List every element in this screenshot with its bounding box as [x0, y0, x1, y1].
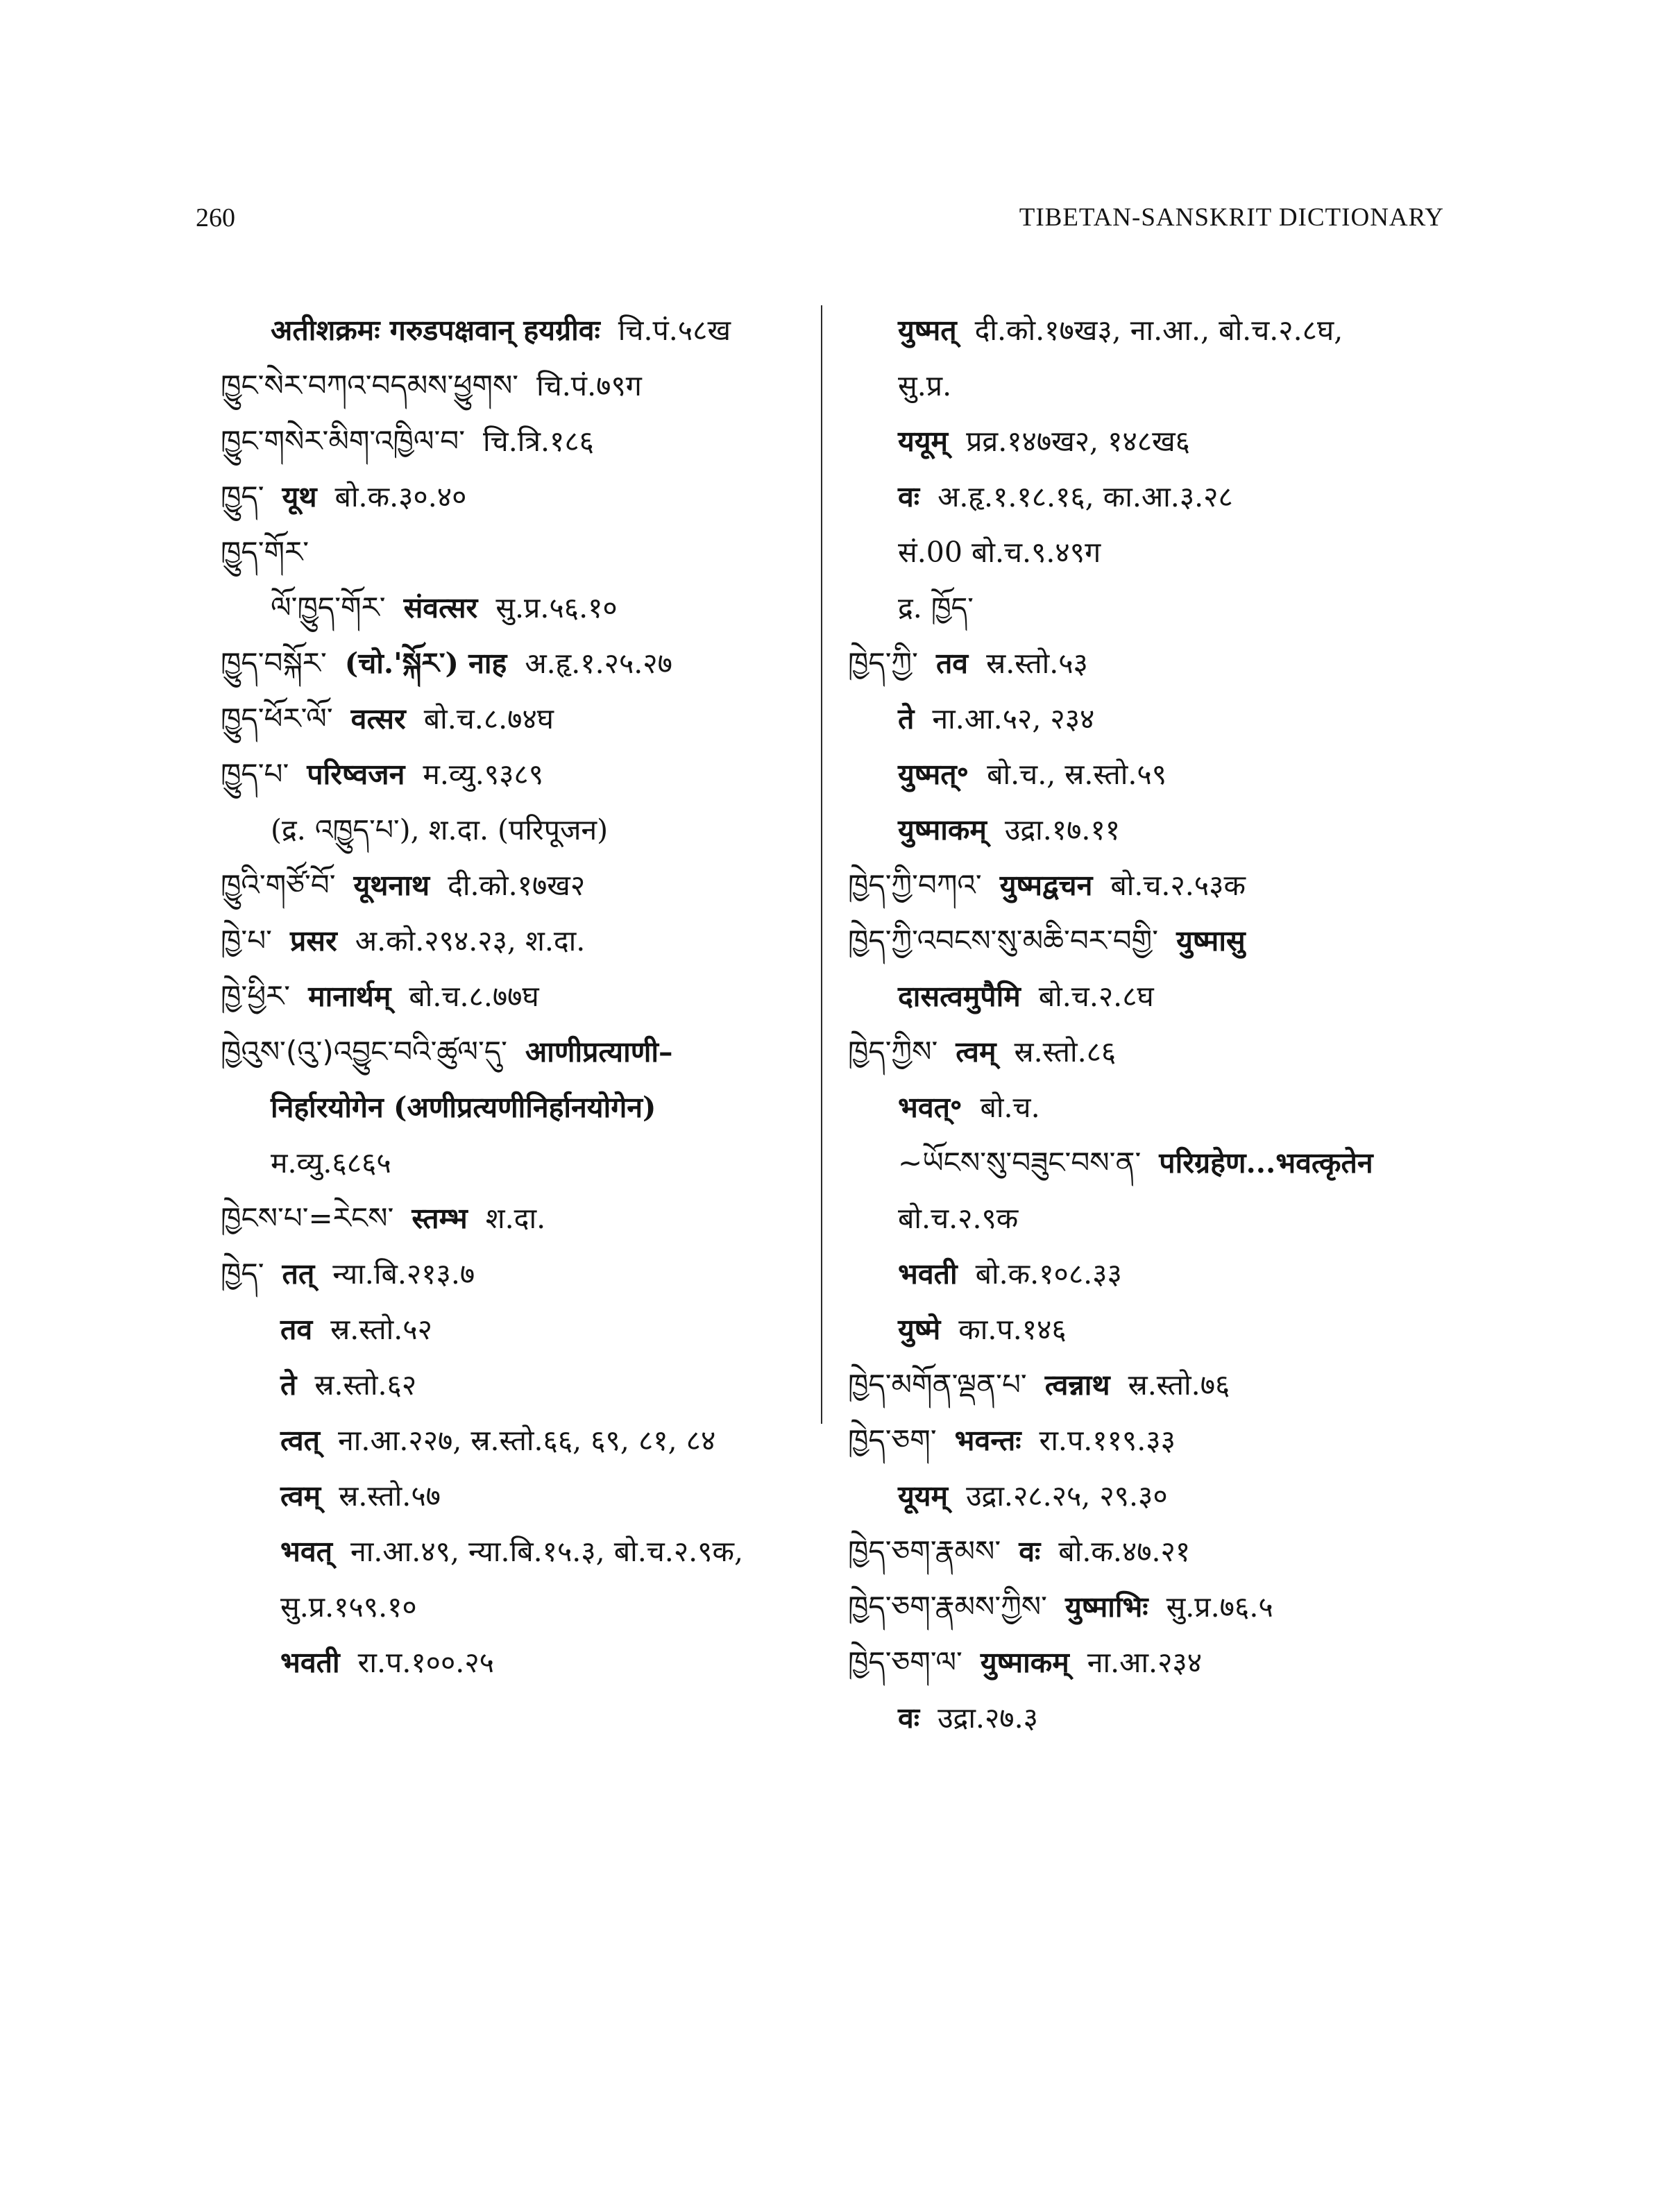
sanskrit-equivalent: युष्मद्वचन: [999, 869, 1093, 902]
source-reference: सु.प्र.१५९.१०: [280, 1590, 417, 1624]
tibetan-headword: ཁྱུད་པ་: [221, 757, 289, 791]
source-reference: न्या.बि.२१३.७: [332, 1257, 475, 1291]
dictionary-entry: [221, 303, 824, 358]
dictionary-entry: [221, 580, 824, 636]
tibetan-headword: ཁྱེད་ཀྱི་འབངས་སུ་མཆི་བར་བགྱི་: [848, 924, 1159, 958]
dictionary-entry: [848, 1468, 1445, 1524]
dictionary-entry: [848, 1024, 1445, 1080]
sanskrit-equivalent: भवन्तः: [954, 1424, 1021, 1457]
dictionary-entry: [221, 636, 824, 691]
source-reference: सु.प्र.: [898, 369, 952, 402]
dictionary-entry: [221, 802, 824, 858]
source-reference: बो.च.८.७४घ: [423, 702, 554, 735]
source-reference: चि.त्रि.१८६: [483, 425, 594, 458]
tibetan-headword: ལོ་ཁྱུད་གོར་: [271, 590, 386, 624]
sanskrit-equivalent: परिष्वजन: [307, 758, 405, 791]
dictionary-entry: [848, 1191, 1445, 1246]
source-reference: अ.हृ.१.२५.२७: [525, 647, 672, 680]
sanskrit-equivalent: परिग्रहेण...भवत्कृतेन: [1159, 1146, 1373, 1180]
sanskrit-equivalent: युष्मत्: [898, 314, 957, 347]
sanskrit-equivalent: युष्मत्॰: [898, 758, 969, 791]
tibetan-headword: ཁྱེད་ཀྱི་བཀའ་: [848, 868, 982, 902]
source-reference: रा.प.११९.३३: [1039, 1424, 1176, 1457]
sanskrit-equivalent: ते: [280, 1368, 297, 1402]
dictionary-entry: [221, 525, 824, 580]
tibetan-headword: ཁྱེད་ཀྱི་: [848, 646, 918, 680]
source-reference: रा.प.१००.२५: [357, 1646, 494, 1679]
source-reference: स्र.स्तो.५२: [330, 1313, 432, 1346]
source-reference: स्र.स्तो.८६: [1014, 1035, 1117, 1069]
sanskrit-equivalent: (चो.'སྐོར་) नाह: [344, 647, 507, 680]
source-reference: चि.पं.५८ख: [618, 314, 731, 347]
sanskrit-equivalent: वः: [1019, 1535, 1041, 1568]
dictionary-entry: [848, 1524, 1445, 1579]
source-reference: म.व्यु.६८६५: [271, 1146, 391, 1180]
source-reference: ना.आ.२३४: [1087, 1646, 1203, 1679]
sanskrit-equivalent: ते: [898, 702, 915, 735]
source-reference: (द्र. འཁྱུད་པ་), श.दा. (परिपूजन): [271, 813, 609, 846]
tibetan-headword: ཁྱེ་ཕྱིར་: [221, 979, 291, 1013]
dictionary-entry: [848, 1579, 1445, 1635]
tibetan-headword: ཁྱེད་ཀྱིས་: [848, 1035, 938, 1069]
source-reference: बो.च., स्र.स्तो.५९: [987, 758, 1167, 791]
dictionary-entry: [221, 747, 824, 802]
source-reference: अ.हृ.१.१८.१६, का.आ.३.२८: [937, 480, 1233, 513]
page-number: 260: [196, 203, 235, 232]
dictionary-entry: [221, 691, 824, 747]
source-reference: बो.च.२.५३क: [1110, 869, 1246, 902]
dictionary-entry: [848, 303, 1445, 358]
sanskrit-equivalent: भवती: [898, 1257, 958, 1291]
tibetan-headword: ཁྱེད་མགོན་ལྡན་པ་: [848, 1368, 1027, 1402]
dictionary-entry: [221, 1524, 824, 1579]
tibetan-headword: ཁྱུའི་གཙོ་བོ་: [221, 868, 336, 902]
source-reference: चि.पं.७९ग: [536, 369, 642, 402]
tibetan-headword: ཁྱེད་ཅག་རྣམས་ཀྱིས་: [848, 1590, 1047, 1624]
source-reference: ना.आ.२२७, स्र.स्तो.६६, ६९, ८१, ८४: [338, 1424, 716, 1457]
right-column: [848, 303, 1445, 1746]
dictionary-entry: [848, 913, 1445, 969]
source-reference: ना.आ.४९, न्या.बि.१५.३, बो.च.२.९क,: [350, 1535, 744, 1568]
sanskrit-equivalent: मानार्थम्: [308, 980, 391, 1013]
sanskrit-equivalent: भवत्॰: [898, 1091, 962, 1124]
sanskrit-equivalent: युष्मे: [898, 1313, 941, 1346]
dictionary-entry: [848, 636, 1445, 691]
dictionary-entry: [848, 580, 1445, 636]
dictionary-entry: [221, 1024, 824, 1080]
sanskrit-equivalent: वः: [898, 480, 920, 513]
sanskrit-equivalent: युष्माकम्: [980, 1646, 1069, 1679]
source-reference: द्र. ཁྱོད་: [898, 591, 974, 624]
source-reference: उद्रा.२७.३: [937, 1701, 1038, 1735]
dictionary-entry: [221, 358, 824, 414]
source-reference: बो.च.८.७७घ: [409, 980, 539, 1013]
sanskrit-equivalent: तव: [935, 647, 969, 680]
sanskrit-equivalent: त्वत्: [280, 1424, 321, 1457]
dictionary-entry: [221, 1246, 824, 1302]
dictionary-entry: [848, 1135, 1445, 1191]
source-reference: स्र.स्तो.५७: [339, 1479, 441, 1513]
dictionary-entry: [848, 469, 1445, 525]
dictionary-entry: [221, 1579, 824, 1635]
dictionary-entry: [221, 469, 824, 525]
source-reference: स्र.स्तो.६२: [314, 1368, 417, 1402]
sanskrit-equivalent: त्वन्नाथ: [1044, 1368, 1110, 1402]
source-reference: म.व्यु.९३८९: [423, 758, 544, 791]
tibetan-headword: ཁྱུང་སེར་བཀའ་བདམས་ཕྱུགས་: [221, 368, 519, 402]
tibetan-headword: ཁྱུད་གོར་: [221, 535, 309, 569]
dictionary-entry: [221, 1413, 824, 1468]
sanskrit-equivalent: ययूम्: [898, 425, 949, 458]
dictionary-entry: [848, 1080, 1445, 1135]
dictionary-entry: [848, 358, 1445, 414]
source-reference: सं.00 बो.च.९.४९ग: [898, 536, 1101, 569]
source-reference: का.प.१४६: [958, 1313, 1067, 1346]
source-reference: बो.क.१०८.३३: [975, 1257, 1122, 1291]
running-head: TIBETAN-SANSKRIT DICTIONARY: [1019, 203, 1444, 232]
source-reference: दी.को.१७ख३, ना.आ., बो.च.२.८घ,: [974, 314, 1343, 347]
sanskrit-equivalent: भवती: [280, 1646, 340, 1679]
dictionary-entry: [848, 691, 1445, 747]
sanskrit-equivalent: स्तम्भ: [411, 1202, 468, 1235]
source-reference: बो.क.३०.४०: [334, 480, 467, 513]
dictionary-entry: [221, 1135, 824, 1191]
sanskrit-equivalent: त्वम्: [956, 1035, 996, 1069]
sanskrit-equivalent: भवत्: [280, 1535, 332, 1568]
tibetan-headword: ཁྱེ་པ་: [221, 924, 272, 958]
sanskrit-equivalent: निर्हारयोगेन (अणीप्रत्यणीनिर्हानयोगेन): [271, 1091, 656, 1124]
dictionary-entry: [221, 1357, 824, 1413]
sanskrit-equivalent: युष्माभिः: [1064, 1590, 1148, 1624]
dictionary-entry: [221, 414, 824, 469]
sanskrit-equivalent: वः: [898, 1701, 920, 1735]
tibetan-headword: ~ཡོངས་སུ་བཟུང་བས་ན་: [898, 1146, 1142, 1180]
sanskrit-equivalent: यूथनाथ: [353, 869, 430, 902]
dictionary-entry: [848, 858, 1445, 913]
source-reference: अ.को.२९४.२३, श.दा.: [355, 924, 586, 958]
tibetan-headword: ཁྱུད་: [221, 479, 264, 513]
dictionary-entry: [221, 1302, 824, 1357]
source-reference: बो.क.४७.२१: [1058, 1535, 1191, 1568]
source-reference: बो.च.२.८घ: [1038, 980, 1154, 1013]
source-reference: बो.च.: [980, 1091, 1040, 1124]
tibetan-headword: ཁྱུང་གསེར་མིག་འཁྱིལ་བ་: [221, 424, 466, 458]
source-reference: श.दा.: [485, 1202, 546, 1235]
source-reference: उद्रा.१७.११: [1004, 813, 1121, 846]
dictionary-entry: [848, 525, 1445, 580]
dictionary-entry: [848, 1413, 1445, 1468]
dictionary-entry: [848, 969, 1445, 1024]
tibetan-headword: ཁྱེད་: [221, 1257, 264, 1291]
dictionary-entry: [221, 913, 824, 969]
dictionary-entry: [221, 1635, 824, 1690]
dictionary-entry: [848, 1635, 1445, 1690]
sanskrit-equivalent: प्रसर: [289, 924, 337, 958]
dictionary-entry: [848, 1690, 1445, 1746]
sanskrit-equivalent: युष्माकम्: [898, 813, 987, 846]
dictionary-entry: [221, 969, 824, 1024]
column-divider: [821, 305, 822, 1424]
tibetan-headword: ཁྱེངས་པ་=རེངས་: [221, 1201, 394, 1235]
tibetan-headword: ཁྱེད་ཅག་རྣམས་: [848, 1534, 1001, 1568]
source-reference: उद्रा.२८.२५, २९.३०: [966, 1479, 1168, 1513]
dictionary-entry: [848, 747, 1445, 802]
tibetan-headword: ཁྱེའུས་(འུ་)འབྱུང་བའི་ཚུལ་དུ་: [221, 1035, 507, 1069]
tibetan-headword: ཁྱུད་ཕོར་ལོ་: [221, 701, 333, 735]
source-reference: ना.आ.५२, २३४: [932, 702, 1095, 735]
sanskrit-equivalent: तत्: [282, 1257, 315, 1291]
dictionary-entry: [848, 1357, 1445, 1413]
dictionary-entry: [848, 1302, 1445, 1357]
sanskrit-equivalent: आणीप्रत्याणी–: [525, 1035, 673, 1069]
source-reference: स्र.स्तो.५३: [986, 647, 1088, 680]
source-reference: सु.प्र.७६.५: [1166, 1590, 1273, 1624]
left-column: [221, 303, 824, 1690]
sanskrit-equivalent: संवत्सर: [403, 591, 478, 624]
source-reference: बो.च.२.९क: [898, 1202, 1019, 1235]
sanskrit-equivalent: तव: [280, 1313, 313, 1346]
sanskrit-equivalent: वत्सर: [350, 702, 406, 735]
dictionary-entry: [221, 1080, 824, 1135]
sanskrit-equivalent: त्वम्: [280, 1479, 321, 1513]
sanskrit-equivalent: दासत्वमुपैमि: [898, 980, 1021, 1013]
dictionary-entry: [848, 1246, 1445, 1302]
dictionary-entry: [848, 802, 1445, 858]
sanskrit-equivalent: यूयम्: [898, 1479, 949, 1513]
sanskrit-equivalent: युष्मासु: [1176, 924, 1246, 958]
tibetan-headword: ཁྱེད་ཅག་ལ་: [848, 1645, 962, 1679]
source-reference: प्रव्र.१४७ख२, १४८ख६: [966, 425, 1190, 458]
dictionary-entry: [221, 1191, 824, 1246]
dictionary-entry: [221, 858, 824, 913]
source-reference: सु.प्र.५६.१०: [495, 591, 618, 624]
dictionary-entry: [221, 1468, 824, 1524]
tibetan-headword: ཁྱེད་ཅག་: [848, 1423, 937, 1457]
source-reference: स्र.स्तो.७६: [1128, 1368, 1230, 1402]
sanskrit-equivalent: यूथ: [282, 480, 317, 513]
tibetan-headword: ཁྱུད་བསྐོར་: [221, 646, 327, 680]
dictionary-entry: [848, 414, 1445, 469]
source-reference: दी.को.१७ख२: [448, 869, 586, 902]
sanskrit-equivalent: अतीशक्रमः गरुडपक्षवान् हयग्रीवः: [271, 314, 600, 347]
